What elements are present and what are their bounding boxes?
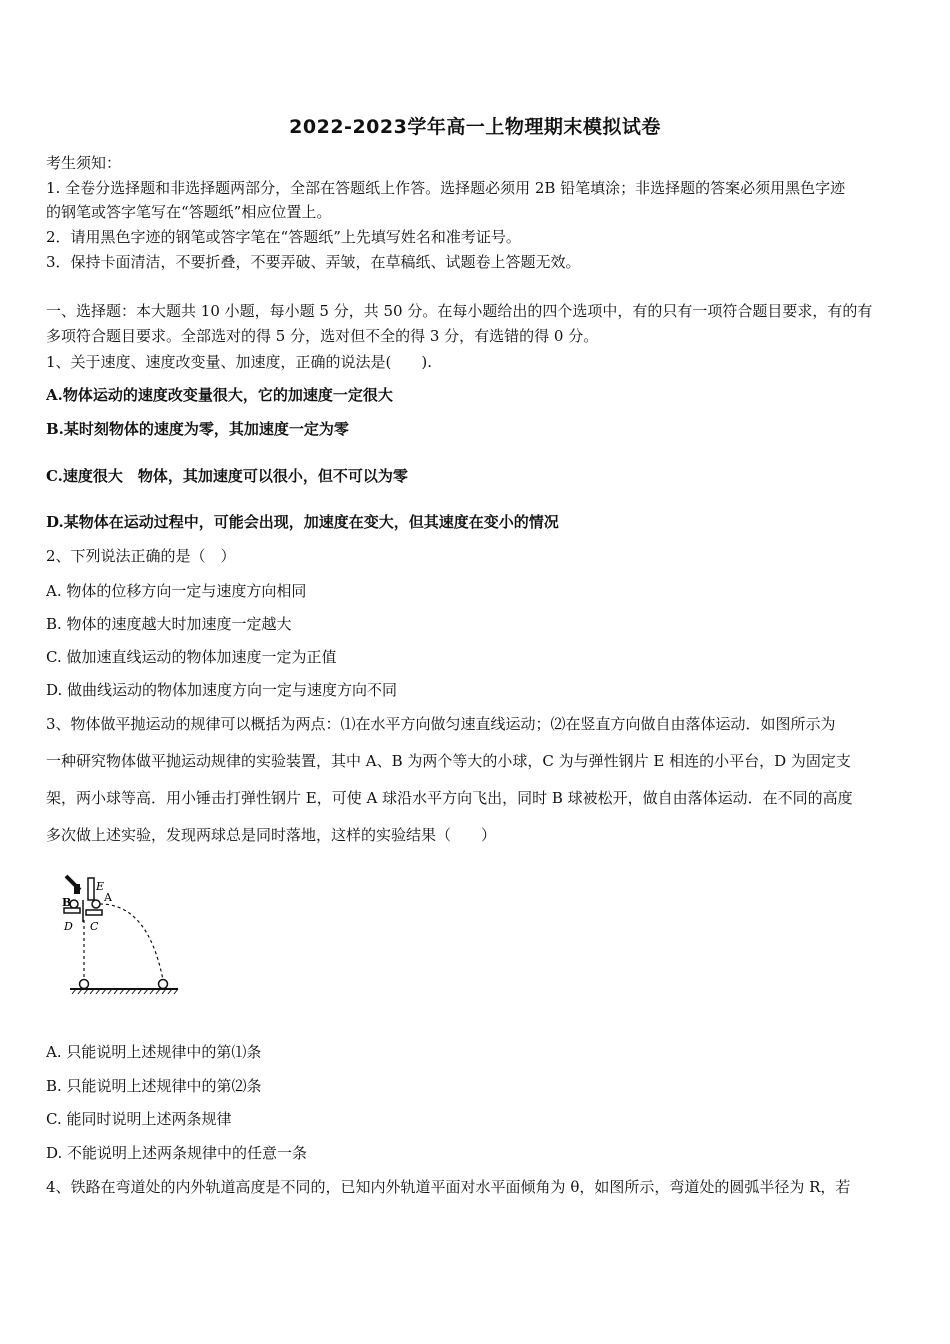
q1-option-b: B.某时刻物体的速度为零，其加速度一定为零 [46, 420, 349, 438]
q4-stem: 4、铁路在弯道处的内外轨道高度是不同的，已知内外轨道平面对水平面倾角为 θ，如图所示，弯道处的圆弧半径为 R，若 [46, 1178, 851, 1196]
q3-stem: 架，两小球等高．用小锤击打弹性钢片 E，可使 A 球沿水平方向飞出，同时 B 球被松开，做自由落体运动．在不同的高度 [46, 789, 853, 807]
platform-c [86, 910, 102, 915]
steel-sheet-e [88, 878, 94, 900]
page-title: 2022-2023学年高一上物理期末模拟试卷 [289, 116, 661, 138]
label-e: E [96, 880, 105, 893]
q1-option-d: D.某物体在运动过程中，可能会出现，加速度在变大，但其速度在变小的情况 [46, 513, 559, 531]
section-instructions: 多项符合题目要求。全部选对的得 5 分，选对但不全的得 3 分，有选错的得 0 分。 [46, 327, 599, 345]
q3-option-a: A. 只能说明上述规律中的第⑴条 [46, 1043, 262, 1061]
q3-option-d: D. 不能说明上述两条规律中的任意一条 [46, 1144, 308, 1162]
q1-option-a: A.物体运动的速度改变量很大，它的加速度一定很大 [46, 386, 393, 404]
q2-stem: 2、下列说法正确的是（ ） [46, 547, 236, 565]
q3-option-c: C. 能同时说明上述两条规律 [46, 1110, 232, 1128]
q2-option-c: C. 做加速直线运动的物体加速度一定为正值 [46, 648, 337, 666]
hammer-head [74, 884, 80, 894]
section-instructions: 一、选择题：本大题共 10 小题，每小题 5 分，共 50 分。在每小题给出的四个选项中，有的只有一项符合题目要求，有的有 [46, 302, 873, 320]
landed-ball-a [159, 980, 168, 989]
q2-option-d: D. 做曲线运动的物体加速度方向一定与速度方向不同 [46, 681, 398, 699]
landed-ball-b [80, 980, 89, 989]
notice-line: 3．保持卡面清洁，不要折叠，不要弄破、弄皱，在草稿纸、试题卷上答题无效。 [46, 253, 581, 271]
q1-option-c: C.速度很大 物体，其加速度可以很小，但不可以为零 [46, 467, 408, 485]
q3-stem: 多次做上述实验，发现两球总是同时落地，这样的实验结果（ ） [46, 826, 497, 844]
ball-a [92, 900, 100, 908]
notice-heading: 考生须知： [46, 154, 122, 172]
q3-stem: 3、物体做平抛运动的规律可以概括为两点：⑴在水平方向做匀速直线运动；⑵在竖直方向做自由落体运动．如图所示为 [46, 715, 836, 733]
label-b: B [62, 896, 72, 909]
notice-line: 2．请用黑色字迹的钢笔或答字笔在“答题纸”上先填写姓名和准考证号。 [46, 228, 521, 246]
q2-option-b: B. 物体的速度越大时加速度一定越大 [46, 615, 292, 633]
notice-line: 1. 全卷分选择题和非选择题两部分，全部在答题纸上作答。选择题必须用 2B 铅笔填涂；非选择题的答案必须用黑色字迹 [46, 179, 846, 197]
label-a: A [104, 891, 112, 904]
projectile-experiment-figure [56, 870, 186, 1000]
label-d: D [64, 920, 73, 933]
notice-line: 的钢笔或答字笔写在“答题纸”相应位置上。 [46, 203, 332, 221]
label-c: C [90, 920, 99, 933]
q2-option-a: A. 物体的位移方向一定与速度方向相同 [46, 582, 307, 600]
projectile-path [100, 904, 163, 980]
q1-stem: 1、关于速度、速度改变量、加速度，正确的说法是( ). [46, 353, 433, 371]
q3-option-b: B. 只能说明上述规律中的第⑵条 [46, 1077, 262, 1095]
q3-stem: 一种研究物体做平抛运动规律的实验装置，其中 A、B 为两个等大的小球，C 为与弹性钢片 E 相连的小平台，D 为固定支 [46, 752, 851, 770]
